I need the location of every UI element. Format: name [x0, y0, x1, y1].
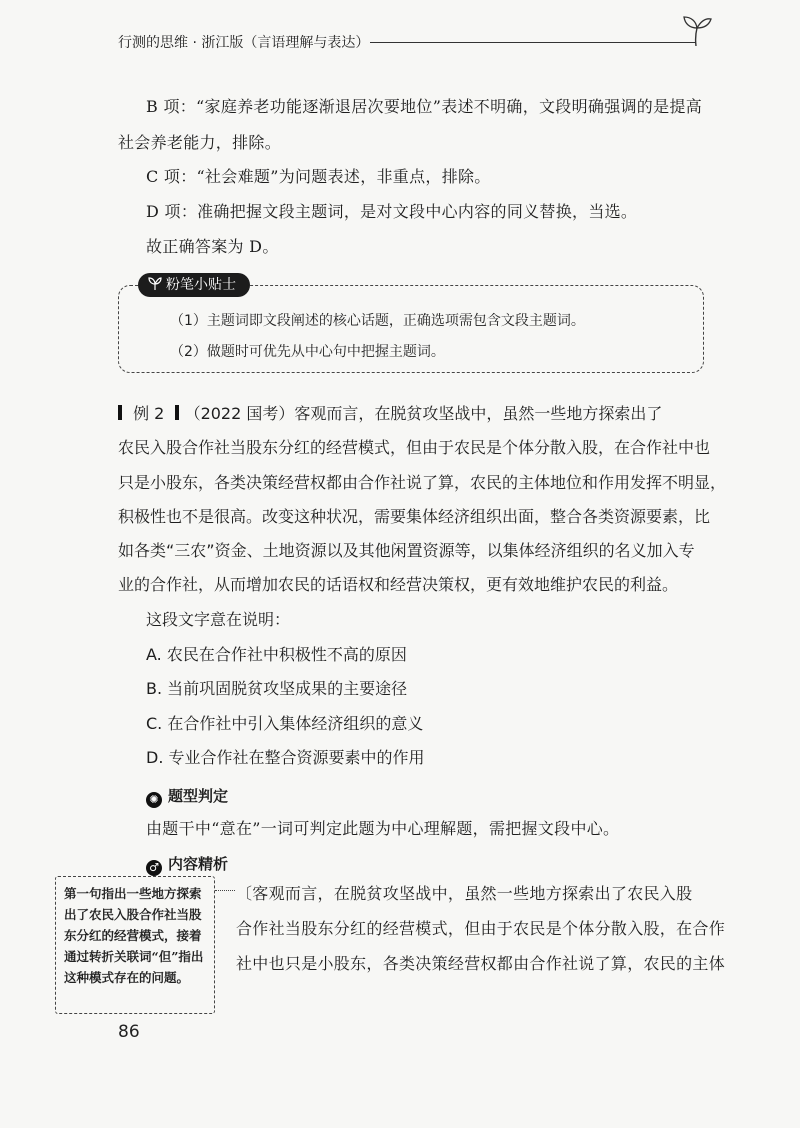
margin-note: 第一句指出一些地方探索出了农民入股合作社当股东分红的经营模式，接着通过转折关联词“但”指出这种模式存在的问题。 — [55, 876, 215, 1014]
question-stem: 这段文字意在说明： — [146, 610, 291, 629]
tips-badge-label: 粉笔小贴士 — [166, 277, 236, 293]
running-title: 行测的思维 · 浙江版（言语理解与表达） — [118, 35, 370, 51]
example-marker-right — [175, 405, 179, 420]
sprout-icon — [680, 12, 712, 46]
example-line: 如各类“三农”资金、土地资源以及其他闲置资源等，以集体经济组织的名义加入专 — [118, 541, 695, 560]
example-label: 例 2 — [133, 404, 165, 423]
example-line: 业的合作社，从而增加农民的话语权和经营决策权，更有效地维护农民的利益。 — [118, 575, 679, 594]
example-marker-left — [118, 405, 122, 420]
option-b-analysis-line-1: B 项：“家庭养老功能逐渐退居次要地位”表述不明确，文段明确强调的是提高 — [146, 97, 703, 116]
section-type-title — [146, 785, 228, 808]
magnifier-icon: ♂ — [146, 860, 162, 876]
section-content-title-text: 内容精析 — [168, 855, 229, 873]
option-d: D. 专业合作社在整合资源要素中的作用 — [146, 748, 425, 767]
section-content-title — [146, 853, 228, 876]
option-d-analysis: D 项：准确把握文段主题词，是对文段中心内容的同义替换，当选。 — [146, 202, 638, 221]
content-line-3: 社中也只是小股东，各类决策经营权都由合作社说了算，农民的主体 — [236, 954, 726, 973]
option-b: B. 当前巩固脱贫攻坚成果的主要途径 — [146, 679, 408, 698]
content-line-1: 〔客观而言，在脱贫攻坚战中，虽然一些地方探索出了农民入股 — [236, 884, 693, 903]
option-c: C. 在合作社中引入集体经济组织的意义 — [146, 714, 424, 733]
leaf-icon — [148, 273, 162, 297]
content-line-2: 合作社当股东分红的经营模式，但由于农民是个体分散入股，在合作 — [236, 919, 726, 938]
example-line: 积极性也不是很高。改变这种状况，需要集体经济组织出面，整合各类资源要素，比 — [118, 507, 711, 526]
example-line: 农民入股合作社当股东分红的经营模式，但由于农民是个体分散入股，在合作社中也 — [118, 438, 711, 457]
header-rule — [370, 42, 695, 43]
page-number: 86 — [118, 1022, 140, 1042]
section-type-title-text: 题型判定 — [168, 787, 229, 805]
example-line: 只是小股东，各类决策经营权都由合作社说了算，农民的主体地位和作用发挥不明显， — [118, 473, 727, 492]
example-first-line — [118, 403, 662, 425]
option-b-analysis-line-2: 社会养老能力，排除。 — [118, 133, 282, 152]
tips-badge — [138, 273, 250, 297]
note-connector — [215, 890, 235, 892]
example-source: （2022 国考） — [184, 404, 295, 423]
option-c-analysis: C 项：“社会难题”为问题表述，非重点，排除。 — [146, 167, 491, 186]
section-type-text: 由题干中“意在”一词可判定此题为中心理解题，需把握文段中心。 — [146, 819, 620, 838]
option-a: A. 农民在合作社中积极性不高的原因 — [146, 645, 407, 664]
tip-item-1: （1）主题词即文段阐述的核心话题，正确选项需包含文段主题词。 — [170, 313, 585, 329]
tip-item-2: （2）做题时可优先从中心句中把握主题词。 — [170, 344, 445, 360]
example-line: 客观而言，在脱贫攻坚战中，虽然一些地方探索出了 — [294, 404, 663, 423]
answer-line: 故正确答案为 D。 — [146, 237, 279, 256]
gear-icon: ✺ — [146, 792, 162, 808]
